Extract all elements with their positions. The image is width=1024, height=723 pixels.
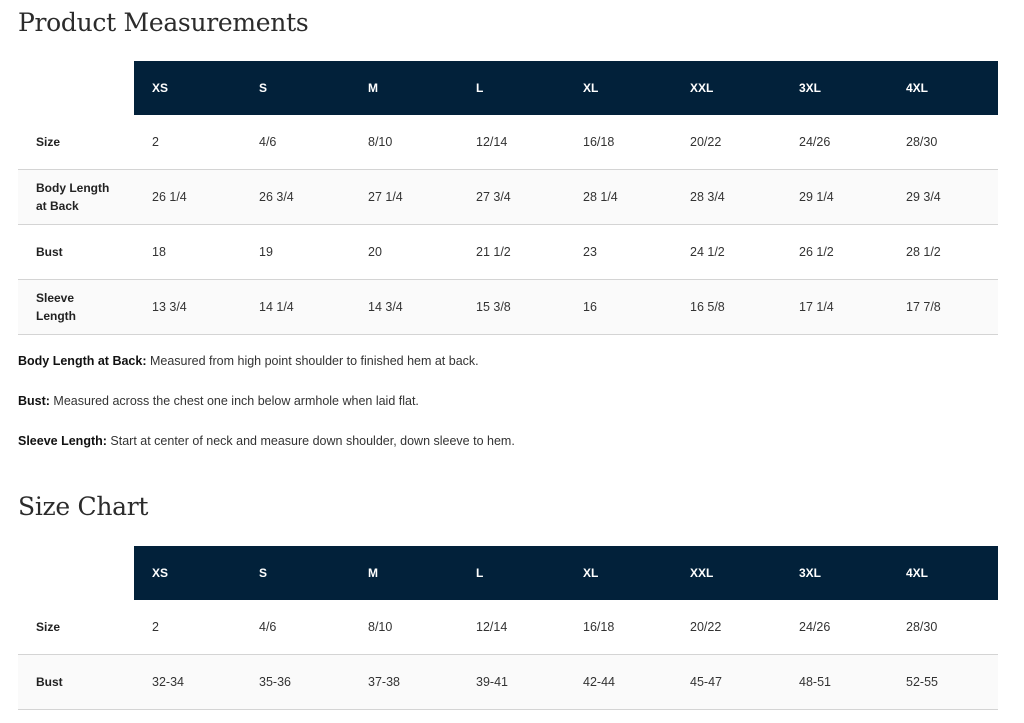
size-chart-title: Size Chart xyxy=(18,492,149,521)
table-cell: 45-47 xyxy=(672,655,781,710)
table-cell: 28/30 xyxy=(888,115,998,170)
table-cell: 16/18 xyxy=(565,600,672,655)
size-header-3xl: 3XL xyxy=(781,61,888,115)
row-label-bust: Bust xyxy=(18,225,134,280)
table-cell: 4/6 xyxy=(241,115,350,170)
table-cell: 24 1/2 xyxy=(672,225,781,280)
size-header-xxl: XXL xyxy=(672,61,781,115)
table-cell: 20/22 xyxy=(672,115,781,170)
table-row xyxy=(18,170,998,225)
note-text: Measured from high point shoulder to finished hem at back. xyxy=(146,354,479,368)
size-header-3xl: 3XL xyxy=(781,546,888,600)
note-term: Bust: xyxy=(18,394,50,408)
table-cell: 20 xyxy=(350,225,458,280)
size-header-xs: XS xyxy=(134,61,241,115)
size-header-s: S xyxy=(241,546,350,600)
table-cell: 27 1/4 xyxy=(350,170,458,225)
table-cell: 12/14 xyxy=(458,600,565,655)
table-cell: 14 3/4 xyxy=(350,280,458,335)
size-header-4xl: 4XL xyxy=(888,61,998,115)
table-cell: 26 1/2 xyxy=(781,225,888,280)
table-row xyxy=(18,600,998,655)
table-cell: 4/6 xyxy=(241,600,350,655)
row-label-size: Size xyxy=(18,600,134,655)
table-cell: 12/14 xyxy=(458,115,565,170)
table-cell: 14 1/4 xyxy=(241,280,350,335)
table-cell: 28/30 xyxy=(888,600,998,655)
table-cell: 15 3/8 xyxy=(458,280,565,335)
table-cell: 19 xyxy=(241,225,350,280)
measurements-table xyxy=(18,61,998,335)
row-label-sleeve-length: Sleeve Length xyxy=(18,280,134,335)
table-cell: 28 1/4 xyxy=(565,170,672,225)
table-cell: 18 xyxy=(134,225,241,280)
note-term: Sleeve Length: xyxy=(18,434,107,448)
table-cell: 29 1/4 xyxy=(781,170,888,225)
row-label-size: Size xyxy=(18,115,134,170)
table-cell: 16/18 xyxy=(565,115,672,170)
note-sleeve-length xyxy=(18,432,515,450)
size-header-4xl: 4XL xyxy=(888,546,998,600)
measurement-notes xyxy=(18,352,515,472)
table-cell: 24/26 xyxy=(781,115,888,170)
measurements-title: Product Measurements xyxy=(18,8,309,37)
table-cell: 8/10 xyxy=(350,600,458,655)
table-cell: 13 3/4 xyxy=(134,280,241,335)
row-label-bust: Bust xyxy=(18,655,134,710)
table-cell: 35-36 xyxy=(241,655,350,710)
table-cell: 32-34 xyxy=(134,655,241,710)
note-bust xyxy=(18,392,515,410)
size-header-xxl: XXL xyxy=(672,546,781,600)
table-cell: 8/10 xyxy=(350,115,458,170)
note-text: Start at center of neck and measure down shoulder, down sleeve to hem. xyxy=(106,434,515,448)
table-cell: 29 3/4 xyxy=(888,170,998,225)
size-chart-table xyxy=(18,546,998,710)
table-row xyxy=(18,115,998,170)
table-cell: 17 1/4 xyxy=(781,280,888,335)
size-header-m: M xyxy=(350,61,458,115)
size-header-xl: XL xyxy=(565,61,672,115)
table-cell: 16 xyxy=(565,280,672,335)
row-label-body-length: Body Length at Back xyxy=(18,170,134,225)
table-cell: 52-55 xyxy=(888,655,998,710)
table-row xyxy=(18,225,998,280)
size-chart-header-row xyxy=(18,546,998,600)
table-cell: 23 xyxy=(565,225,672,280)
table-cell: 21 1/2 xyxy=(458,225,565,280)
table-cell: 28 1/2 xyxy=(888,225,998,280)
table-cell: 2 xyxy=(134,600,241,655)
size-header-m: M xyxy=(350,546,458,600)
table-row xyxy=(18,280,998,335)
table-row xyxy=(18,655,998,710)
table-cell: 2 xyxy=(134,115,241,170)
note-term: Body Length at Back: xyxy=(18,354,147,368)
note-body-length xyxy=(18,352,515,370)
table-cell: 17 7/8 xyxy=(888,280,998,335)
table-cell: 26 3/4 xyxy=(241,170,350,225)
table-cell: 42-44 xyxy=(565,655,672,710)
size-header-l: L xyxy=(458,546,565,600)
size-header-s: S xyxy=(241,61,350,115)
measurements-header-row xyxy=(18,61,998,115)
header-corner xyxy=(18,61,134,115)
table-cell: 26 1/4 xyxy=(134,170,241,225)
table-cell: 28 3/4 xyxy=(672,170,781,225)
table-cell: 39-41 xyxy=(458,655,565,710)
table-cell: 24/26 xyxy=(781,600,888,655)
size-header-xl: XL xyxy=(565,546,672,600)
table-cell: 48-51 xyxy=(781,655,888,710)
header-corner xyxy=(18,546,134,600)
table-cell: 20/22 xyxy=(672,600,781,655)
size-header-xs: XS xyxy=(134,546,241,600)
note-text: Measured across the chest one inch below armhole when laid flat. xyxy=(49,394,419,408)
table-cell: 27 3/4 xyxy=(458,170,565,225)
table-cell: 16 5/8 xyxy=(672,280,781,335)
size-header-l: L xyxy=(458,61,565,115)
table-cell: 37-38 xyxy=(350,655,458,710)
